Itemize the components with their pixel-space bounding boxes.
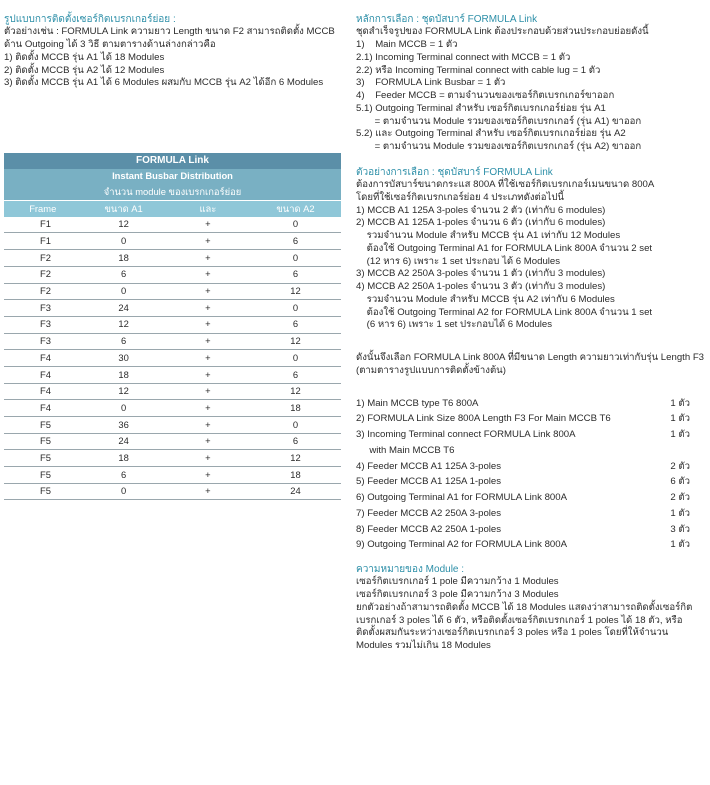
selection-line: 3) FORMULA Link Busbar = 1 ตัว	[356, 77, 506, 89]
summary-item	[356, 445, 690, 458]
summary-item-label: 8) Feeder MCCB A2 250A 1-poles	[356, 523, 502, 535]
choose-line: ดังนั้นจึงเลือก FORMULA Link 800A ที่มีขนาด Length ความยาวเท่ากับรุ่น Length F3	[356, 352, 705, 364]
and-cell: +	[166, 217, 250, 233]
a1-cell: 18	[82, 450, 166, 467]
and-cell: +	[166, 433, 250, 450]
module-heading: ความหมายของ Module :	[356, 564, 465, 576]
table-row	[4, 333, 341, 350]
summary-item	[356, 524, 690, 537]
example-line: ต้องใช้ Outgoing Terminal A1 for FORMULA Link 800A จำนวน 2 set	[356, 242, 653, 254]
intro-line: ตัวอย่างเช่น : FORMULA Link ความยาว Length ขนาด F2 สามารถติดตั้ง MCCB	[4, 26, 335, 38]
a2-cell: 0	[250, 300, 341, 317]
summary-item-label: 5) Feeder MCCB A1 125A 1-poles	[356, 476, 502, 488]
a1-cell: 12	[82, 217, 166, 233]
a1-cell: 6	[82, 266, 166, 283]
example-line: (12 หาร 6) เพราะ 1 set ประกอบ ได้ 6 Modules	[356, 255, 561, 267]
a1-cell: 0	[82, 400, 166, 417]
frame-cell: F5	[4, 450, 82, 467]
a1-cell: 24	[82, 300, 166, 317]
intro-line: 2) ติดตั้ง MCCB รุ่น A2 ได้ 12 Modules	[4, 64, 165, 76]
example-line: (6 หาร 6) เพราะ 1 set ประกอบได้ 6 Modules	[356, 319, 553, 331]
and-cell: +	[166, 316, 250, 333]
example-line: 4) MCCB A2 250A 1-poles จำนวน 3 ตัว (เท่ากับ 3 modules)	[356, 281, 606, 293]
summary-item	[356, 492, 690, 505]
a1-cell: 12	[82, 383, 166, 400]
module-line: เบรกเกอร์ 3 poles ได้ 6 ตัว, หรือติดตั้งเซอร์กิตเบรกเกอร์ 1 poles ได้ 18 ตัว, หรือ	[356, 614, 683, 626]
a1-cell: 30	[82, 350, 166, 367]
summary-item	[356, 461, 690, 474]
a2-cell: 0	[250, 350, 341, 367]
and-cell: +	[166, 266, 250, 283]
frame-cell: F5	[4, 483, 82, 500]
left-column	[4, 13, 344, 90]
example-line: โดยที่ใช้เซอร์กิตเบรกเกอร์ย่อย 4 ประเภทดังต่อไปนี้	[356, 191, 564, 203]
summary-item	[356, 398, 690, 411]
module-line: เซอร์กิตเบรกเกอร์ 1 pole มีความกว้าง 1 Modules	[356, 576, 559, 588]
a1-cell: 0	[82, 283, 166, 300]
frame-cell: F5	[4, 467, 82, 484]
col-header-a1: ขนาด A1	[82, 201, 166, 217]
choose-text	[356, 352, 706, 378]
table-subtitle: Instant Busbar Distribution	[4, 169, 341, 185]
summary-item-qty: 1 ตัว	[670, 429, 690, 441]
summary-item	[356, 508, 690, 521]
table-row	[4, 433, 341, 450]
summary-item-qty: 1 ตัว	[670, 507, 690, 519]
summary-item-qty: 1 ตัว	[670, 397, 690, 409]
summary-item-qty: 2 ตัว	[670, 492, 690, 504]
example-line: ต้องใช้ Outgoing Terminal A2 for FORMULA Link 800A จำนวน 1 set	[356, 306, 653, 318]
col-header-a2: ขนาด A2	[250, 201, 341, 217]
col-header-frame: Frame	[4, 201, 82, 217]
table-row	[4, 417, 341, 434]
intro-line: 1) ติดตั้ง MCCB รุ่น A1 ได้ 18 Modules	[4, 51, 165, 63]
a1-cell: 6	[82, 467, 166, 484]
summary-item-label: 4) Feeder MCCB A1 125A 3-poles	[356, 460, 502, 472]
frame-cell: F3	[4, 300, 82, 317]
and-cell: +	[166, 300, 250, 317]
frame-cell: F2	[4, 283, 82, 300]
a1-cell: 18	[82, 250, 166, 267]
a2-cell: 6	[250, 316, 341, 333]
example-line: 2) MCCB A1 125A 1-poles จำนวน 6 ตัว (เท่ากับ 6 modules)	[356, 217, 606, 229]
frame-cell: F3	[4, 333, 82, 350]
summary-item-qty: 3 ตัว	[670, 523, 690, 535]
frame-cell: F4	[4, 350, 82, 367]
frame-cell: F5	[4, 433, 82, 450]
a2-cell: 0	[250, 417, 341, 434]
example-list	[356, 179, 706, 332]
and-cell: +	[166, 417, 250, 434]
a2-cell: 6	[250, 366, 341, 383]
selection-line: 2.1) Incoming Terminal connect with MCCB = 1 ตัว	[356, 51, 571, 63]
selection-line: = ตามจำนวน Module รวมของเซอร์กิตเบรกเกอร์ (รุ่น A2) ขาออก	[356, 141, 642, 153]
example-heading: ตัวอย่างการเลือก : ชุดบัสบาร์ FORMULA Link	[356, 166, 553, 178]
module-line: เซอร์กิตเบรกเกอร์ 3 pole มีความกว้าง 3 Modules	[356, 589, 559, 601]
table-row	[4, 383, 341, 400]
a1-cell: 36	[82, 417, 166, 434]
table-row	[4, 483, 341, 500]
module-line: ยกตัวอย่างถ้าสามารถติดตั้ง MCCB ได้ 18 Modules แสดงว่าสามารถติดตั้งเซอร์กิต	[356, 601, 693, 613]
frame-cell: F4	[4, 383, 82, 400]
frame-cell: F3	[4, 316, 82, 333]
a2-cell: 0	[250, 217, 341, 233]
summary-item-label: 6) Outgoing Terminal A1 for FORMULA Link 800A	[356, 492, 567, 504]
and-cell: +	[166, 383, 250, 400]
frame-cell: F4	[4, 366, 82, 383]
table-row	[4, 233, 341, 250]
a1-cell: 0	[82, 483, 166, 500]
a1-cell: 0	[82, 233, 166, 250]
table-row	[4, 250, 341, 267]
a2-cell: 12	[250, 333, 341, 350]
summary-item-label: 3) Incoming Terminal connect FORMULA Link 800A	[356, 429, 576, 441]
summary-item-label: 9) Outgoing Terminal A2 for FORMULA Link 800A	[356, 539, 567, 551]
example-line: 3) MCCB A2 250A 3-poles จำนวน 1 ตัว (เท่ากับ 3 modules)	[356, 268, 606, 280]
summary-item-label: 2) FORMULA Link Size 800A Length F3 For Main MCCB T6	[356, 413, 611, 425]
and-cell: +	[166, 467, 250, 484]
and-cell: +	[166, 450, 250, 467]
table-row	[4, 283, 341, 300]
summary-item-qty: 1 ตัว	[670, 413, 690, 425]
selection-line: 2.2) หรือ Incoming Terminal connect with cable lug = 1 ตัว	[356, 64, 601, 76]
a2-cell: 0	[250, 250, 341, 267]
formula-link-table	[4, 153, 341, 500]
and-cell: +	[166, 483, 250, 500]
a2-cell: 24	[250, 483, 341, 500]
summary-item-qty: 6 ตัว	[670, 476, 690, 488]
right-column	[356, 13, 706, 653]
frame-cell: F1	[4, 233, 82, 250]
a1-cell: 12	[82, 316, 166, 333]
intro-line: ด้าน Outgoing ได้ 3 วิธี ตามตารางด้านล่างกล่าวคือ	[4, 39, 216, 51]
a2-cell: 12	[250, 450, 341, 467]
table-row	[4, 300, 341, 317]
choose-line: (ตามตารางรูปแบบการติดตั้งข้างต้น)	[356, 364, 506, 376]
a2-cell: 12	[250, 283, 341, 300]
and-cell: +	[166, 250, 250, 267]
module-line: ติดตั้งผสมกันระหว่างเซอร์กิตเบรกเกอร์ 3 poles หรือ 1 poles โดยที่ให้จำนวน	[356, 627, 669, 639]
frame-cell: F5	[4, 417, 82, 434]
selection-line: ชุดสำเร็จรูปของ FORMULA Link ต้องประกอบด้วยส่วนประกอบย่อยดังนี้	[356, 26, 649, 38]
a1-cell: 6	[82, 333, 166, 350]
and-cell: +	[166, 283, 250, 300]
table-row	[4, 217, 341, 233]
selection-list	[356, 26, 706, 154]
and-cell: +	[166, 233, 250, 250]
selection-line: 1) Main MCCB = 1 ตัว	[356, 39, 458, 51]
and-cell: +	[166, 350, 250, 367]
table-row	[4, 467, 341, 484]
example-line: รวมจำนวน Module สำหรับ MCCB รุ่น A1 เท่ากับ 12 Modules	[356, 230, 621, 242]
frame-cell: F4	[4, 400, 82, 417]
a2-cell: 18	[250, 467, 341, 484]
frame-cell: F2	[4, 266, 82, 283]
intro-line: 3) ติดตั้ง MCCB รุ่น A1 ได้ 6 Modules ผสมกับ MCCB รุ่น A2 ได้อีก 6 Modules	[4, 77, 324, 89]
a1-cell: 24	[82, 433, 166, 450]
table-row	[4, 400, 341, 417]
selection-line: 5.1) Outgoing Terminal สำหรับ เซอร์กิตเบรกเกอร์ย่อย รุ่น A1	[356, 102, 606, 114]
summary-item	[356, 429, 690, 442]
col-header-and: และ	[166, 201, 250, 217]
summary-list	[356, 398, 706, 553]
table-body	[4, 217, 341, 500]
frame-cell: F1	[4, 217, 82, 233]
table-row	[4, 350, 341, 367]
selection-heading: หลักการเลือก : ชุดบัสบาร์ FORMULA Link	[356, 14, 538, 25]
selection-line: 4) Feeder MCCB = ตามจำนวนของเซอร์กิตเบรกเกอร์ขาออก	[356, 90, 615, 102]
a2-cell: 12	[250, 383, 341, 400]
summary-item-qty: 1 ตัว	[670, 539, 690, 551]
example-line: ต้องการบัสบาร์ขนาดกระแส 800A ที่ใช้เซอร์กิตเบรกเกอร์เมนขนาด 800A	[356, 179, 655, 191]
table-subtitle-thai: จำนวน module ของเบรกเกอร์ย่อย	[4, 184, 341, 200]
and-cell: +	[166, 366, 250, 383]
a2-cell: 6	[250, 233, 341, 250]
summary-item	[356, 476, 690, 489]
table-row	[4, 316, 341, 333]
a2-cell: 6	[250, 266, 341, 283]
installation-heading: รูปแบบการติดตั้งเซอร์กิตเบรกเกอร์ย่อย :	[4, 14, 176, 25]
a2-cell: 18	[250, 400, 341, 417]
example-line: 1) MCCB A1 125A 3-poles จำนวน 2 ตัว (เท่ากับ 6 modules)	[356, 204, 606, 216]
selection-line: = ตามจำนวน Module รวมของเซอร์กิตเบรกเกอร์ (รุ่น A1) ขาออก	[356, 115, 642, 127]
summary-item-label: 7) Feeder MCCB A2 250A 3-poles	[356, 507, 502, 519]
module-text	[356, 576, 706, 653]
summary-item-label: with Main MCCB T6	[356, 444, 455, 456]
table-row	[4, 266, 341, 283]
summary-item	[356, 539, 690, 552]
and-cell: +	[166, 333, 250, 350]
table-title: FORMULA Link	[4, 153, 341, 169]
a1-cell: 18	[82, 366, 166, 383]
frame-cell: F2	[4, 250, 82, 267]
summary-item	[356, 413, 690, 426]
selection-line: 5.2) และ Outgoing Terminal สำหรับ เซอร์กิตเบรกเกอร์ย่อย รุ่น A2	[356, 128, 626, 140]
table-row	[4, 366, 341, 383]
table-row	[4, 450, 341, 467]
and-cell: +	[166, 400, 250, 417]
example-line: รวมจำนวน Module สำหรับ MCCB รุ่น A2 เท่ากับ 6 Modules	[356, 293, 615, 305]
a2-cell: 6	[250, 433, 341, 450]
summary-item-qty: 2 ตัว	[670, 460, 690, 472]
module-line: Modules รวมไม่เกิน 18 Modules	[356, 640, 491, 652]
summary-item-label: 1) Main MCCB type T6 800A	[356, 397, 479, 409]
